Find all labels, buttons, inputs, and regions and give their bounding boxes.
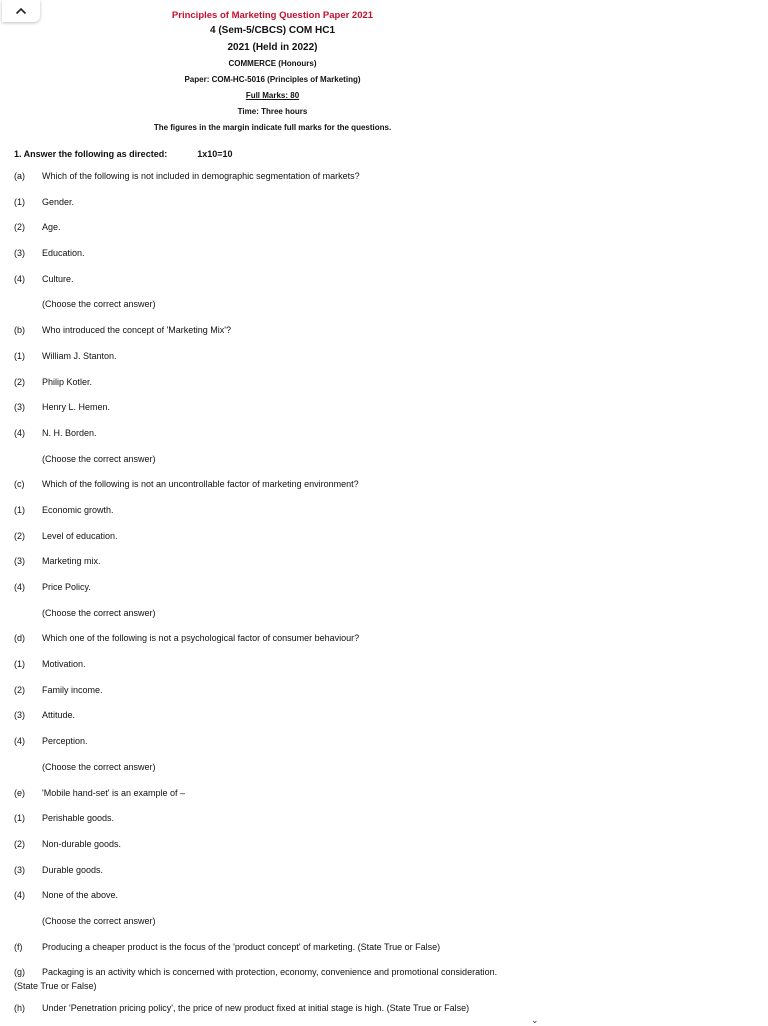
question-row xyxy=(14,164,754,190)
question-row xyxy=(14,292,754,318)
question-row xyxy=(14,498,754,524)
question-row xyxy=(14,344,754,370)
question-row xyxy=(14,395,754,421)
row-text: N. H. Borden. xyxy=(42,427,97,438)
row-text: (Choose the correct answer) xyxy=(42,761,156,772)
row-text: (Choose the correct answer) xyxy=(42,453,156,464)
row-text: Under 'Penetration pricing policy', the price of new product fixed at initial stage is high. (State True or False) xyxy=(42,1003,470,1014)
question-row xyxy=(14,626,754,652)
row-text: Level of education. xyxy=(42,530,118,541)
row-text: Philip Kotler. xyxy=(42,376,93,387)
row-text: Economic growth. xyxy=(42,504,114,515)
question-row xyxy=(14,755,754,781)
row-number: (c) xyxy=(14,479,25,490)
paper-semester: 4 (Sem-5/CBCS) COM HC1 xyxy=(209,25,336,36)
paper-header xyxy=(0,9,545,136)
row-text: (Choose the correct answer) xyxy=(42,299,156,310)
chevron-down-icon: ⌄ xyxy=(531,1015,539,1025)
row-text: Perishable goods. xyxy=(42,813,115,824)
row-number: (4) xyxy=(14,890,25,901)
row-text: (Choose the correct answer) xyxy=(42,607,156,618)
row-number xyxy=(14,601,42,627)
row-text: Perception. xyxy=(42,736,88,747)
question-row xyxy=(14,421,754,447)
row-text: Price Policy. xyxy=(42,582,91,592)
question-row xyxy=(14,678,754,704)
row-number: (d) xyxy=(14,633,25,644)
question-list xyxy=(14,144,754,1022)
row-number: (2) xyxy=(14,684,25,695)
row-text: Which of the following is not an uncontrollable factor of marketing environment? xyxy=(42,479,359,490)
row-text: Marketing mix. xyxy=(42,556,101,567)
row-text: Producing a cheaper product is the focus of the 'product concept' of marketing. (State True or False) xyxy=(42,941,441,952)
row-number: (4) xyxy=(14,273,25,284)
question-row xyxy=(14,601,754,627)
row-number: (3) xyxy=(14,864,25,875)
question-row xyxy=(14,575,754,601)
row-number: (1) xyxy=(14,350,25,361)
row-number: (4) xyxy=(14,736,25,747)
row-text: Durable goods. xyxy=(42,864,104,875)
row-text: 'Mobile hand-set' is an example of – xyxy=(42,787,186,798)
margin-note: The figures in the margin indicate full marks for the questions. xyxy=(153,123,392,132)
row-text: Henry L. Hemen. xyxy=(42,402,111,413)
question-row xyxy=(14,318,754,344)
paper-title: Principles of Marketing Question Paper 2021 xyxy=(171,10,374,21)
row-number: (e) xyxy=(14,787,25,798)
question-row xyxy=(14,935,754,961)
row-text: Age. xyxy=(42,222,61,233)
question-row-h xyxy=(14,996,754,1022)
question-row xyxy=(14,858,754,884)
row-number: (3) xyxy=(14,556,25,567)
row-text: Motivation. xyxy=(42,659,86,670)
question-row xyxy=(14,806,754,832)
row-number xyxy=(14,909,42,935)
row-number: (h) xyxy=(14,1003,25,1014)
row-text: (Choose the correct answer) xyxy=(42,915,156,926)
section-marks: 1x10=10 xyxy=(197,149,233,159)
row-number: (1) xyxy=(14,196,25,207)
row-number: (4) xyxy=(14,582,25,592)
row-text: Education. xyxy=(42,248,85,259)
section-heading xyxy=(14,144,754,164)
question-row xyxy=(14,267,754,293)
row-number: (g) xyxy=(14,967,25,978)
row-number: (1) xyxy=(14,659,25,670)
paper-code: Paper: COM-HC-5016 (Principles of Marketing) xyxy=(184,75,361,84)
question-row xyxy=(14,781,754,807)
row-number: (3) xyxy=(14,710,25,721)
row-number: (1) xyxy=(14,813,25,824)
row-text: Culture. xyxy=(42,273,74,284)
paper-stream: COMMERCE (Honours) xyxy=(228,59,317,68)
question-row xyxy=(14,652,754,678)
question-rows xyxy=(14,164,754,960)
row-text: Gender. xyxy=(42,196,75,207)
row-text-continued: (State True or False) xyxy=(14,981,97,992)
exam-time: Time: Three hours xyxy=(237,107,308,116)
full-marks: Full Marks: 80 xyxy=(245,91,300,100)
question-row xyxy=(14,549,754,575)
question-row xyxy=(14,729,754,755)
row-number: (3) xyxy=(14,402,25,413)
row-number: (2) xyxy=(14,222,25,233)
row-text: Family income. xyxy=(42,684,103,695)
row-number: (b) xyxy=(14,325,25,336)
row-number: (2) xyxy=(14,376,25,387)
question-row xyxy=(14,883,754,909)
row-number: (3) xyxy=(14,248,25,259)
question-row xyxy=(14,524,754,550)
row-number: (1) xyxy=(14,504,25,515)
paper-year: 2021 (Held in 2022) xyxy=(227,42,318,53)
row-text: Who introduced the concept of 'Marketing Mix'? xyxy=(42,325,232,336)
question-row xyxy=(14,447,754,473)
row-number: (f) xyxy=(14,941,23,952)
row-number xyxy=(14,447,42,473)
row-number: (2) xyxy=(14,838,25,849)
row-text: William J. Stanton. xyxy=(42,350,117,361)
row-number: (a) xyxy=(14,171,25,181)
row-text: Attitude. xyxy=(42,710,76,721)
question-row-g xyxy=(14,960,754,996)
row-text: Packaging is an activity which is concerned with protection, economy, convenience and promotional consideration. xyxy=(42,967,498,978)
question-row xyxy=(14,703,754,729)
question-row xyxy=(14,832,754,858)
row-number xyxy=(14,292,42,318)
question-row xyxy=(14,215,754,241)
row-text: None of the above. xyxy=(42,890,119,901)
row-number: (2) xyxy=(14,530,25,541)
row-text: Which one of the following is not a psychological factor of consumer behaviour? xyxy=(42,633,360,644)
question-row xyxy=(14,909,754,935)
row-text: Non-durable goods. xyxy=(42,838,122,849)
question-row xyxy=(14,472,754,498)
row-number xyxy=(14,755,42,781)
section-heading-text: 1. Answer the following as directed: xyxy=(14,149,168,159)
row-number: (4) xyxy=(14,427,25,438)
question-row xyxy=(14,190,754,216)
row-text: Which of the following is not included in demographic segmentation of markets? xyxy=(42,171,360,181)
question-row xyxy=(14,241,754,267)
question-row xyxy=(14,370,754,396)
